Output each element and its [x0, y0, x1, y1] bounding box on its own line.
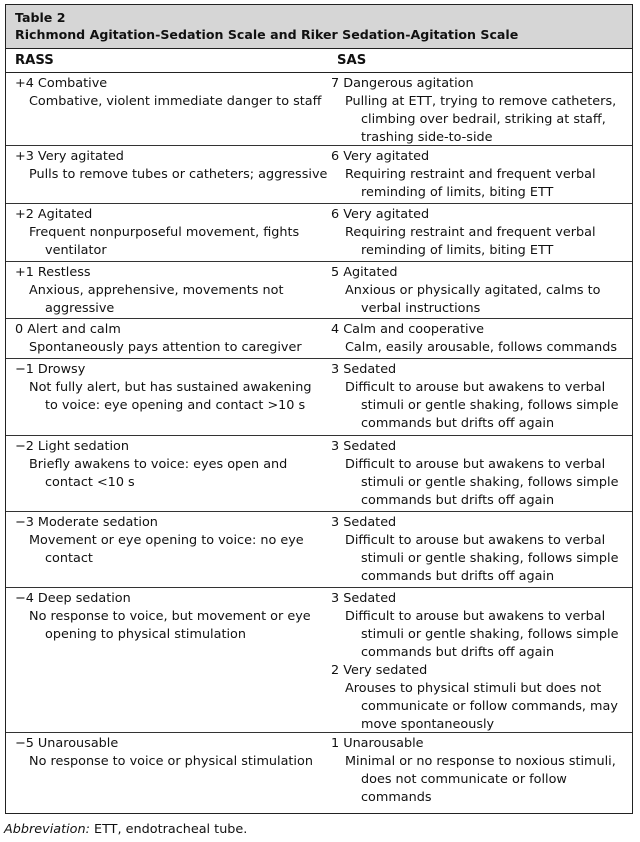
sas-description: Minimal or no response to noxious stimuli, does not communicate or follow commands: [345, 754, 616, 805]
sas-level: 1 Unarousable: [331, 736, 424, 751]
rass-level: −2 Light sedation: [15, 439, 129, 454]
rass-description: Not fully alert, but has sustained awakening to voice: eye opening and contact >10 s: [29, 380, 312, 413]
sas-level: 6 Very agitated: [331, 149, 430, 164]
sas-level: 7 Dangerous agitation: [331, 76, 474, 91]
rass-description: No response to voice or physical stimulation: [29, 754, 313, 769]
rass-cell: [6, 148, 328, 203]
table-title: Richmond Agitation-Sedation Scale and Riker Sedation-Agitation Scale: [15, 27, 519, 42]
rass-cell: [6, 321, 328, 358]
sas-description: Requiring restraint and frequent verbal reminding of limits, biting ETT: [345, 225, 596, 258]
table-row: [6, 73, 632, 146]
table-row: [6, 204, 632, 262]
rass-cell: [6, 590, 328, 732]
footnote-text: ETT, endotracheal tube.: [89, 822, 248, 837]
column-header-rass: RASS: [15, 53, 54, 68]
rass-description: Pulls to remove tubes or catheters; aggressive: [29, 167, 328, 182]
rass-description: Combative, violent immediate danger to staff: [29, 94, 322, 109]
rass-level: 0 Alert and calm: [15, 322, 121, 337]
sedation-scale-table: [5, 4, 633, 814]
sas-cell: [328, 75, 632, 145]
sas-cell: [328, 206, 632, 261]
table-row: [6, 359, 632, 436]
rass-description: Spontaneously pays attention to caregiver: [29, 340, 302, 355]
rass-cell: [6, 735, 328, 807]
rass-level: +2 Agitated: [15, 207, 93, 222]
rass-cell: [6, 514, 328, 587]
rass-level: +4 Combative: [15, 76, 108, 91]
table-caption: [6, 5, 632, 49]
column-header-sas: SAS: [337, 53, 367, 68]
table-number: Table 2: [15, 10, 66, 25]
sas-level: 6 Very agitated: [331, 207, 430, 222]
sas-description: Difficult to arouse but awakens to verbal stimuli or gentle shaking, follows simple commands but drifts off again: [345, 457, 619, 508]
rass-level: +1 Restless: [15, 265, 91, 280]
table-row: [6, 262, 632, 319]
sas-level: 2 Very sedated: [331, 663, 428, 678]
sas-description: Requiring restraint and frequent verbal reminding of limits, biting ETT: [345, 167, 596, 200]
rass-level: −5 Unarousable: [15, 736, 119, 751]
sas-level: 4 Calm and cooperative: [331, 322, 485, 337]
sas-cell: [328, 361, 632, 435]
sas-level: 3 Sedated: [331, 362, 397, 377]
sas-description: Difficult to arouse but awakens to verbal stimuli or gentle shaking, follows simple commands but drifts off again: [345, 533, 619, 584]
rass-cell: [6, 361, 328, 435]
rass-description: No response to voice, but movement or eye opening to physical stimulation: [29, 609, 311, 642]
sas-description: Difficult to arouse but awakens to verbal stimuli or gentle shaking, follows simple commands but drifts off again: [345, 609, 619, 660]
rass-description: Movement or eye opening to voice: no eye contact: [29, 533, 304, 566]
rass-cell: [6, 75, 328, 145]
rass-level: +3 Very agitated: [15, 149, 124, 164]
table-row: [6, 588, 632, 733]
rass-cell: [6, 264, 328, 318]
sas-cell: [328, 735, 632, 807]
table-row: [6, 733, 632, 807]
rass-level: −3 Moderate sedation: [15, 515, 158, 530]
sas-level: 5 Agitated: [331, 265, 398, 280]
sas-cell: [328, 321, 632, 358]
table-row: [6, 146, 632, 204]
sas-description: Arouses to physical stimuli but does not communicate or follow commands, may move spontaneously: [345, 681, 618, 732]
sas-description: Difficult to arouse but awakens to verbal stimuli or gentle shaking, follows simple commands but drifts off again: [345, 380, 619, 431]
sas-cell: [328, 514, 632, 587]
rass-level: −4 Deep sedation: [15, 591, 131, 606]
table-row: [6, 436, 632, 512]
sas-description: Pulling at ETT, trying to remove catheters, climbing over bedrail, striking at staff, trashing side-to-side: [345, 94, 617, 145]
rass-cell: [6, 206, 328, 261]
sas-description: Calm, easily arousable, follows commands: [345, 340, 618, 355]
table-header-row: [6, 49, 632, 73]
rass-description: Briefly awakens to voice: eyes open and contact <10 s: [29, 457, 288, 490]
sas-cell: [328, 590, 632, 732]
sas-cell: [328, 148, 632, 203]
table-footnote: [4, 821, 247, 839]
sas-level: 3 Sedated: [331, 591, 397, 606]
rass-description: Frequent nonpurposeful movement, fights ventilator: [29, 225, 300, 258]
sas-description: Anxious or physically agitated, calms to verbal instructions: [345, 283, 601, 316]
rass-cell: [6, 438, 328, 511]
rass-level: −1 Drowsy: [15, 362, 86, 377]
sas-level: 3 Sedated: [331, 439, 397, 454]
sas-cell: [328, 438, 632, 511]
rass-description: Anxious, apprehensive, movements not aggressive: [29, 283, 284, 316]
footnote-label: Abbreviation:: [4, 822, 90, 837]
sas-level: 3 Sedated: [331, 515, 397, 530]
sas-cell: [328, 264, 632, 318]
table-row: [6, 512, 632, 588]
table-row: [6, 319, 632, 359]
